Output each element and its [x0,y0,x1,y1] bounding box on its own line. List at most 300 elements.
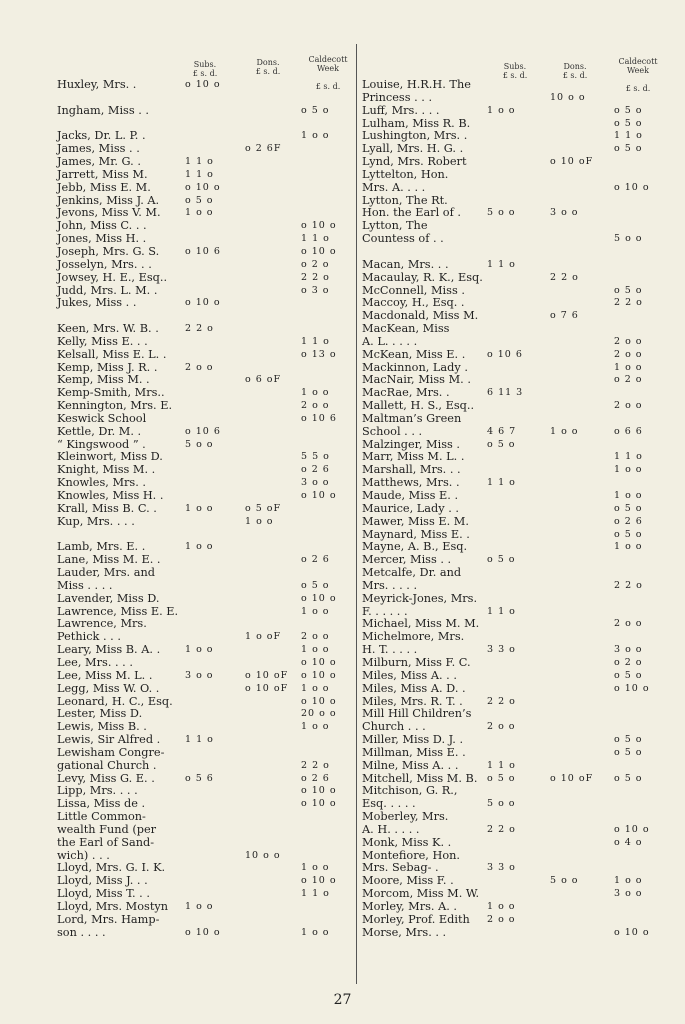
week-amount: 3 o o [614,888,643,900]
week-amount: 1 1 o [301,888,330,900]
week-amount: o 5 o [614,117,643,129]
week-amount: o 5 o [614,104,643,116]
entry-row [57,79,355,92]
subscriber-name: Morley, Prof. Edith [362,912,470,926]
subscriber-name: Lewis, Sir Alfred . [57,733,161,747]
right-subs-label: Subs. [503,62,527,71]
week-amount: o 5 o [614,772,643,784]
subscriber-name: Maltman’s Green [362,411,462,425]
week-amount: o 5 o [301,579,330,591]
week-amount: 2 o o [614,618,643,630]
subscriber-name: Knowles, Mrs. . [57,476,147,490]
entry-row [57,156,355,169]
subscriber-name: Esq. . . . . [362,797,416,811]
entry-row [362,747,678,760]
subscriber-name: Michelmore, Mrs. [362,630,465,644]
subscriber-name: Milburn, Miss F. C. [362,655,471,669]
subscriber-name: Mrs. A. . . . [362,180,426,194]
entry-row [57,593,355,606]
entry-row [362,580,678,593]
week-amount: 1 o o [301,387,330,399]
week-amount: o 10 6 [301,412,337,424]
week-amount: o 10 o [301,490,337,501]
subscriber-name: Mrs. . . . . [362,578,418,592]
week-amount: 2 2 o [301,759,330,771]
dons-amount: o 10 oF [550,772,594,784]
week-amount: o 5 o [614,734,643,746]
week-amount: 2 o o [301,631,330,643]
right-subs-units: £ s. d. [502,71,528,80]
subscriber-name: Malzinger, Miss . [362,437,460,451]
entry-row [362,503,678,516]
subscriber-name: Princess . . . [362,90,433,104]
subscriber-name: Moberley, Mrs. [362,810,449,824]
subs-amount: 1 1 o [185,156,214,168]
subs-amount: 2 2 o [487,695,516,707]
subscriber-name: Morcom, Miss M. W. [362,887,480,901]
subscriber-name: Kemp-Smith, Mrs.. [57,386,165,400]
subscriber-name: Legg, Miss W. O. . [57,681,160,695]
subscriber-name: Kettle, Dr. M. . [57,424,142,438]
subscriber-name: Morse, Mrs. . . [362,925,447,939]
dons-amount: o 10 oF [245,682,289,694]
entry-row [362,233,678,246]
dons-amount: 3 o o [550,207,579,219]
subscriber-name: Lulham, Miss R. B. [362,116,471,130]
week-amount: 1 o o [301,926,330,938]
subscriber-name: Mitchell, Miss M. B. [362,771,478,785]
entry-row [57,400,355,413]
week-amount: 2 o o [614,400,643,412]
subscriber-name: Kelsall, Miss E. L. . [57,347,167,361]
entry-row [57,182,355,195]
week-amount: 1 o o [614,490,643,501]
entry-row [57,413,355,426]
week-amount: 2 o o [301,400,330,412]
subs-amount: 2 o o [487,721,516,733]
subscriber-name: Kelly, Miss E. . . [57,334,148,348]
subs-amount: 1 o o [487,104,516,116]
subscriber-name: Keswick School [57,411,147,425]
subscriber-name: Moore, Miss F. . [362,874,454,888]
subscriber-name: McConnell, Miss . [362,283,465,297]
subscriber-name: Matthews, Mrs. . [362,476,460,490]
week-amount: o 2 6 [301,554,330,566]
subs-amount: o 5 6 [185,772,214,784]
subscriber-name: Knowles, Miss H. . [57,489,164,502]
entry-row [362,901,678,914]
subscriber-name: MacRae, Mrs. . [362,386,450,400]
week-amount: o 10 o [614,181,650,193]
subscriber-name: F. . . . . . [362,604,408,618]
subscriber-name: Little Common- [57,810,146,824]
week-amount: o 6 6 [614,425,643,437]
entry-row [57,349,355,362]
week-amount: o 10 o [614,682,650,694]
subscriber-name: Lane, Miss M. E. . [57,553,161,567]
entry-row [362,169,678,182]
dons-amount: 2 2 o [550,271,579,283]
right-dons-header [550,62,600,80]
subs-amount: o 5 o [487,438,516,450]
subscriber-name: the Earl of Sand- [57,835,155,849]
week-amount: o 2 6 [614,515,643,527]
subs-amount: 2 o o [185,361,214,373]
entry-row [57,901,355,914]
week-amount: 1 1 o [614,451,643,463]
subscriber-name: gational Church . [57,758,157,772]
entry-row [57,336,355,349]
subs-amount: o 10 6 [487,348,523,360]
subscriber-name: McKean, Miss E. . [362,347,466,361]
subs-amount: 1 o o [185,541,214,553]
week-amount: 1 1 o [301,335,330,347]
subscriber-name: Knight, Miss M. . [57,463,156,477]
right-dons-label: Dons. [563,62,587,71]
subscriber-name: Macdonald, Miss M. [362,309,479,323]
dons-amount: o 5 oF [245,502,282,514]
subscriber-name: Lushington, Mrs. . [362,129,468,143]
week-amount: o 10 o [614,926,650,938]
week-amount: 1 o o [614,464,643,476]
subscriber-name: Mitchison, G. R., [362,784,458,798]
subscriber-name: Jebb, Miss E. M. [57,180,151,194]
week-amount: 3 o o [614,644,643,656]
week-amount: o 5 o [614,528,643,540]
subs-amount: 3 3 o [487,644,516,656]
week-amount: o 3 o [301,284,330,296]
week-amount: o 5 o [614,502,643,514]
subscriber-name: John, Miss C. . . [57,219,147,233]
subscriber-name: Lynd, Mrs. Robert [362,155,467,169]
subscriber-name: Lee, Mrs. . . . [57,655,133,669]
subscriber-name: Monk, Miss K. . [362,835,452,849]
entry-row [362,837,678,850]
subscriber-name: Judd, Mrs. L. M. . [57,283,158,297]
subscriber-name: Lyall, Mrs. H. G. . [362,142,464,156]
week-amount: 2 o o [614,335,643,347]
subs-amount: 1 1 o [185,734,214,746]
week-amount: o 10 o [301,245,337,257]
entry-row [362,323,678,336]
subscriber-name: Kemp, Miss J. R. . [57,360,158,374]
subscriber-name: Lytton, The Rt. [362,193,448,207]
section-gap [57,92,355,105]
subscriber-name: Lamb, Mrs. E. . [57,540,146,554]
entry-row [57,246,355,259]
left-week-label: Caldecott Week [308,55,348,73]
subscriber-name: Maude, Miss E. . [362,489,459,502]
subscriber-name: A. L. . . . . [362,334,418,348]
subscriber-name: Krall, Miss B. C. . [57,501,157,515]
subscriber-name: H. T. . . . . [362,643,418,657]
subscriber-name: Mackinnon, Lady . [362,360,468,374]
subscriber-name: Kup, Mrs. . . . [57,514,135,528]
subs-amount: 1 1 o [487,759,516,771]
subs-amount: 2 o o [487,913,516,925]
subs-amount: 1 o o [185,207,214,219]
dons-amount: 10 o o [245,849,281,861]
entry-row [57,503,355,516]
subscriber-name: Meyrick-Jones, Mrs. [362,591,478,605]
entry-row [57,426,355,439]
subscriber-name: wealth Fund (per [57,822,157,836]
week-amount: 1 o o [301,682,330,694]
entry-row [362,593,678,606]
subscriber-name: Kleinwort, Miss D. [57,450,163,464]
subscriber-name: Lyttelton, Hon. [362,167,449,181]
subscriber-name: MacNair, Miss M. . [362,373,471,387]
week-amount: 1 o o [301,130,330,142]
entry-row [362,259,678,272]
entry-row [57,837,355,850]
entry-row [362,182,678,195]
left-dons-header [243,58,293,76]
entry-row [57,747,355,760]
week-amount: o 10 o [301,220,337,232]
subs-amount: o 5 o [487,772,516,784]
entry-row [362,105,678,118]
entry-row [57,323,355,336]
subscriber-name: Lloyd, Mrs. G. I. K. [57,861,166,875]
left-subs-label: Subs. [193,60,217,69]
week-amount: 1 1 o [301,233,330,245]
week-amount: o 2 6 [301,772,330,784]
subscriber-name: Macan, Mrs. . . [362,257,449,271]
entry-row [57,760,355,773]
subscriber-name: Luff, Mrs. . . . [362,103,440,117]
subs-amount: o 10 o [185,181,221,193]
week-amount: 1 o o [614,361,643,373]
subscriber-name: Lavender, Miss D. [57,591,160,605]
entry-row [362,683,678,696]
entry-row [362,272,678,285]
subs-amount: 3 3 o [487,862,516,874]
subs-amount: 1 1 o [185,168,214,180]
subs-amount: o 10 o [185,926,221,938]
entry-row [362,657,678,670]
subs-amount: 1 o o [185,502,214,514]
week-amount: 5 5 o [301,451,330,463]
subscriber-name: Marshall, Mrs. . . [362,463,461,477]
week-amount: 2 2 o [614,297,643,309]
entry-row [57,683,355,696]
subscriber-name: Josselyn, Mrs. . . [57,257,152,271]
week-amount: o 10 o [301,695,337,707]
left-entry-list [57,79,355,940]
subs-amount: o 5 o [185,194,214,206]
entry-row [362,400,678,413]
entry-row [362,156,678,169]
subscriber-name: School . . . [362,424,423,438]
subscriber-name: Metcalfe, Dr. and [362,566,462,580]
entry-row [362,336,678,349]
subscriber-name: son . . . . [57,925,106,939]
entry-row [57,272,355,285]
week-amount: o 10 o [614,823,650,835]
entry-row [362,426,678,439]
entry-row [57,567,355,580]
week-amount: 1 1 o [614,130,643,142]
left-subs-units: £ s. d. [192,69,218,78]
subs-amount: 1 1 o [487,258,516,270]
dons-amount: o 10 oF [245,669,289,681]
subscriber-name: Maccoy, H., Esq. . [362,296,465,310]
week-amount: o 5 o [614,143,643,155]
week-amount: o 5 o [614,284,643,296]
subscriber-name: Lewis, Miss B. . [57,720,147,734]
subs-amount: o 10 o [185,297,221,309]
week-amount: o 2 6 [301,464,330,476]
subscriber-name: Morley, Mrs. A. . [362,900,458,913]
subs-amount: o 5 o [487,554,516,566]
subscriber-name: Mawer, Miss E. M. [362,514,469,528]
subscriber-name: Lee, Miss M. L. . [57,668,153,682]
entry-row [57,811,355,824]
subscriber-name: Montefiore, Hon. [362,848,460,862]
week-amount: 1 o o [614,541,643,553]
subscriber-name: Lloyd, Miss T. . . [57,887,150,901]
entry-row [362,811,678,824]
dons-amount: o 10 oF [550,156,594,168]
subs-amount: 2 2 o [487,823,516,835]
week-amount: o 4 o [614,836,643,848]
subscriber-name: Mrs. Sebag- . [362,861,439,875]
entry-row [362,914,678,927]
left-week-units: £ s. d. [315,82,341,91]
entry-row [362,567,678,580]
subscriber-name: Lauder, Mrs. and [57,566,155,580]
subscriber-name: Lawrence, Mrs. [57,617,147,631]
subscriber-name: Miles, Miss A. D. . [362,681,466,695]
subscriber-name: Lytton, The [362,219,428,233]
subs-amount: 1 o o [185,644,214,656]
subs-amount: 6 11 3 [487,387,524,399]
entry-row [362,79,678,92]
entry-row [57,927,355,940]
subs-amount: 5 o o [487,798,516,810]
subscriber-name: Joseph, Mrs. G. S. [57,244,160,258]
dons-amount: 1 o o [245,515,274,527]
entry-row [362,927,678,940]
subs-amount: 3 o o [185,669,214,681]
subscriber-name: Jacks, Dr. L. P. . [57,129,146,143]
subscriber-name: Mayne, A. B., Esq. [362,540,468,554]
week-amount: 1 o o [614,875,643,887]
right-subs-header [490,62,540,80]
entry-row [57,169,355,182]
right-dons-units: £ s. d. [562,71,588,80]
entry-row [57,670,355,683]
subscriber-name: Miles, Mrs. R. T. . [362,694,463,708]
week-amount: o 5 o [614,746,643,758]
week-amount: o 10 o [301,592,337,604]
week-amount: 1 o o [301,862,330,874]
week-amount: o 10 o [301,669,337,681]
entry-row [57,734,355,747]
entry-row [362,760,678,773]
week-amount: 2 2 o [301,271,330,283]
subs-amount: 5 o o [185,438,214,450]
subscriber-name: Lewisham Congre- [57,745,165,759]
entry-row [362,824,678,837]
dons-amount: o 2 6F [245,143,282,155]
subscriber-name: James, Mr. G. . [57,155,141,169]
subscriber-name: Jarrett, Miss M. [57,167,148,181]
entry-row [362,734,678,747]
subscriber-name: wich) . . . [57,848,110,862]
subscriber-name: Jevons, Miss V. M. [57,206,161,220]
subs-amount: 2 2 o [185,323,214,335]
subs-amount: 1 1 o [487,477,516,489]
week-amount: o 13 o [301,348,337,360]
week-amount: o 5 o [301,104,330,116]
subscriber-name: Mercer, Miss . . [362,553,452,567]
subscriber-name: Millman, Miss E. . [362,745,466,759]
left-subs-header [180,60,230,78]
entry-row [57,297,355,310]
subscriber-name: Miss . . . . [57,578,113,592]
entry-row [57,105,355,118]
subscriber-name: Maurice, Lady . . [362,501,459,515]
subscriber-name: Miller, Miss D. J. . [362,733,464,747]
entry-row [57,516,355,529]
subscriber-name: Michael, Miss M. M. [362,617,480,631]
entry-row [362,670,678,683]
week-amount: 5 o o [614,233,643,245]
subscriber-name: Marr, Miss M. L. . [362,450,465,464]
subscriber-name: Milne, Miss A. . . [362,758,459,772]
subscriber-name: Lissa, Miss de . [57,797,146,811]
dons-amount: 5 o o [550,875,579,887]
left-dons-label: Dons. [256,58,280,67]
entry-row [362,490,678,503]
subs-amount: o 10 6 [185,425,221,437]
subscriber-name: Miles, Miss A. . . [362,668,457,682]
dons-amount: 1 o oF [245,631,282,643]
subs-amount: o 10 6 [185,245,221,257]
subscriber-name: A. H. . . . . [362,822,420,836]
right-week-units: £ s. d. [625,84,651,93]
subscriber-name: Huxley, Mrs. . [57,78,137,91]
subs-amount: 4 6 7 [487,425,517,437]
subscriber-name: Lawrence, Miss E. E. [57,604,179,618]
entry-row [362,92,678,105]
column-divider [356,44,357,984]
entry-row [362,349,678,362]
subs-amount: 1 o o [487,901,516,912]
subscriber-name: Mill Hill Children’s [362,707,472,721]
section-gap [362,246,678,259]
subscriber-name: Lord, Mrs. Hamp- [57,912,160,926]
subscriber-name: Keen, Mrs. W. B. . [57,322,159,336]
subscriber-name: Lloyd, Mrs. Mostyn [57,900,169,913]
week-amount: 20 o o [301,708,337,720]
entry-row [57,580,355,593]
subscriber-name: Levy, Miss G. E. . [57,771,155,785]
entry-row [57,657,355,670]
subscriber-name: Ingham, Miss . . [57,103,150,117]
week-amount: o 2 o [301,258,330,270]
week-amount: o 10 o [301,875,337,887]
subscriber-name: Leonard, H. C., Esq. [57,694,173,708]
entry-row [362,516,678,529]
week-amount: o 10 o [301,656,337,668]
week-amount: o 10 o [301,798,337,810]
subs-amount: 1 o o [185,901,214,912]
subscriber-name: Jowsey, H. E., Esq.. [57,270,168,284]
week-amount: o 2 o [614,656,643,668]
